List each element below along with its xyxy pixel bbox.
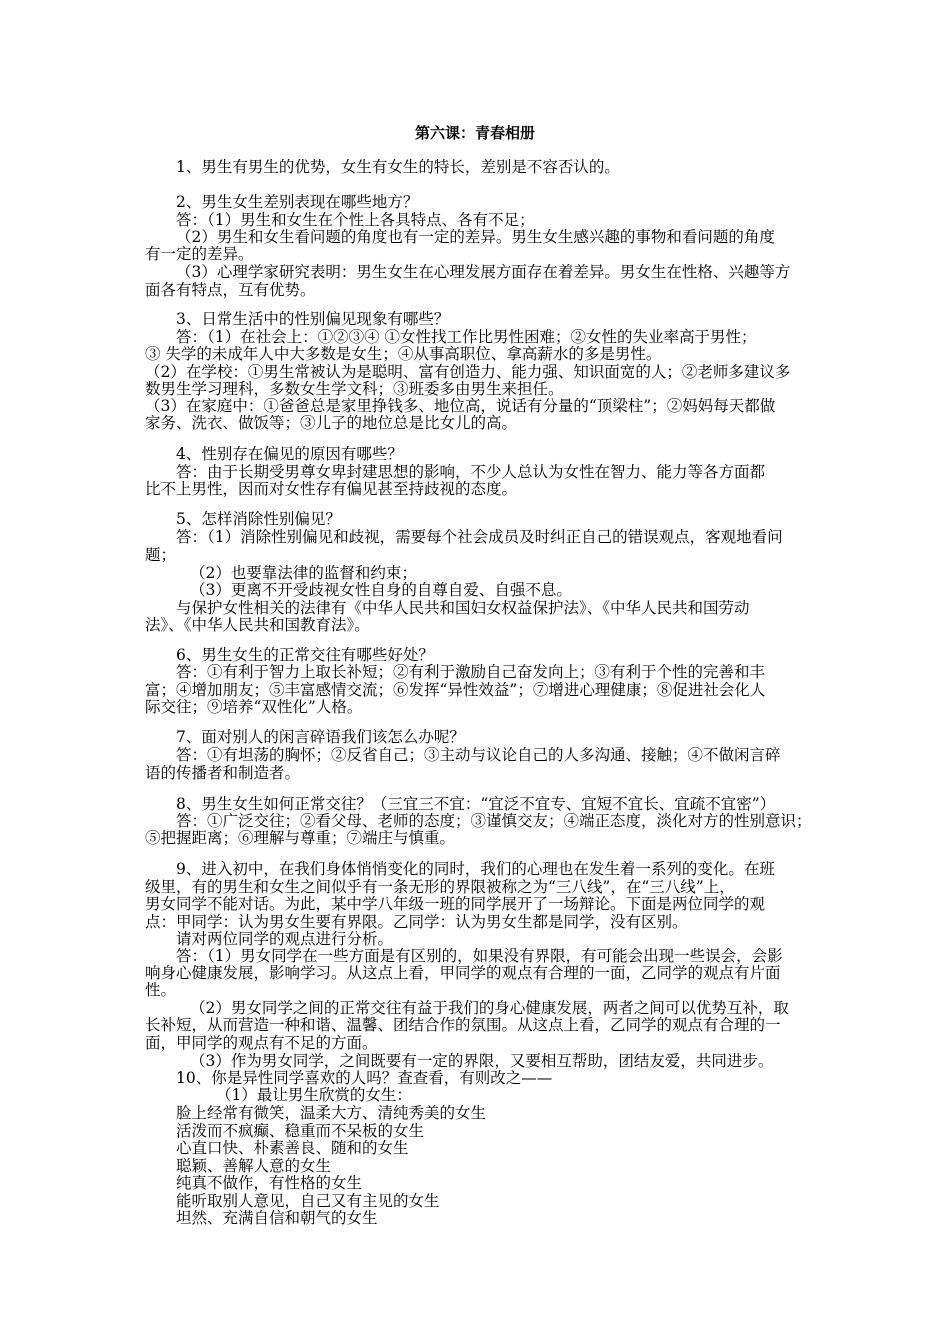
text-line: 男女同学不能对话。为此，某中学八年级一班的同学展开了一场辩论。下面是两位同学的观 <box>145 895 766 913</box>
text-line: （3）在家庭中：①爸爸总是家里挣钱多、地位高，说话有分量的“顶梁柱”；②妈妈每天都做 <box>145 397 776 415</box>
text-line: 有一定的差异。 <box>145 245 254 263</box>
text-line: （2）男生和女生看问题的角度也有一定的差异。男生女生感兴趣的事物和看问题的角度 <box>176 228 775 246</box>
text-line: （1）最让男生欣赏的女生： <box>216 1086 412 1104</box>
text-line: 答：①广泛交往；②看父母、老师的态度；③谨慎交友；④端正态度，淡化对方的性别意识； <box>176 812 812 830</box>
text-line: 长补短，从而营造一种和谐、温馨、团结合作的氛围。从这点上看，乙同学的观点有合理的一 <box>145 1016 781 1034</box>
text-line: 级里，有的男生和女生之间似乎有一条无形的界限被称之为“三八线”，在“三八线”上， <box>145 878 735 896</box>
list-item: 聪颖、善解人意的女生 <box>176 1157 332 1175</box>
text-line: 家务、洗衣、做饭等；③儿子的地位总是比女儿的高。 <box>145 414 518 432</box>
list-item: 坦然、充满自信和朝气的女生 <box>176 1209 378 1227</box>
text-line: 答：（1）在社会上：①②③④ ①女性找工作比男性困难；②女性的失业率高于男性； <box>176 328 757 346</box>
text-line: 点：甲同学：认为男女生要有界限。乙同学：认为男女生都是同学，没有区别。 <box>145 913 688 931</box>
text-line: 答：（1）男女同学在一些方面是有区别的，如果没有界限，有可能会出现一些误会，会影 <box>176 947 783 965</box>
text-line: 法》、《中华人民共和国教育法》。 <box>145 616 370 634</box>
text-line: 语的传播者和制造者。 <box>145 764 301 782</box>
text-line: 答：①有坦荡的胸怀；②反省自己；③主动与议论自己的人多沟通、接触；④不做闲言碎 <box>176 746 781 764</box>
text-line: 1、男生有男生的优势，女生有女生的特长，差别是不容否认的。 <box>176 158 620 176</box>
list-item: 脸上经常有微笑，温柔大方、清纯秀美的女生 <box>176 1104 487 1122</box>
text-line: 比不上男性，因而对女性存有偏见甚至持歧视的态度。 <box>145 480 518 498</box>
question-heading: 6、男生女生的正常交往有哪些好处？ <box>176 646 434 664</box>
text-line: 性。 <box>145 981 177 999</box>
text-line: （3）心理学家研究表明：男生女生在心理发展方面存在着差异。男女生在性格、兴趣等方 <box>176 263 791 281</box>
text-line: （2）也要靠法律的监督和约束； <box>190 564 417 582</box>
text-line: （2）男女同学之间的正常交往有益于我们的身心健康发展，两者之间可以优势互补，取 <box>190 999 789 1017</box>
text-line: 面，甲同学的观点有不足的方面。 <box>145 1034 378 1052</box>
text-line: 与保护女性相关的法律有《中华人民共和国妇女权益保护法》、《中华人民共和国劳动 <box>176 599 750 617</box>
text-line: 题； <box>145 546 177 564</box>
list-item: 能听取别人意见，自己又有主见的女生 <box>176 1192 440 1210</box>
text-line: （3）更离不开受歧视女性自身的自尊自爱、自强不息。 <box>190 581 572 599</box>
text-line: ⑤把握距离；⑥理解与尊重；⑦端庄与慎重。 <box>145 829 456 847</box>
text-line: 答：（1）消除性别偏见和歧视，需要每个社会成员及时纠正自己的错误观点，客观地看问 <box>176 528 783 546</box>
question-heading: 9、进入初中，在我们身体悄悄变化的同时，我们的心理也在发生着一系列的变化。在班 <box>176 860 775 878</box>
question-heading: 8、男生女生如何正常交往？（三宜三不宜：“宜泛不宜专、宜短不宜长、宜疏不宜密”） <box>176 795 776 813</box>
text-line: 响身心健康发展，影响学习。从这点上看，甲同学的观点有合理的一面，乙同学的观点有片面 <box>145 964 781 982</box>
text-line: 答：①有利于智力上取长补短；②有利于激励自己奋发向上；③有利于个性的完善和丰 <box>176 663 766 681</box>
list-item: 纯真不做作，有性格的女生 <box>176 1174 363 1192</box>
question-heading: 5、怎样消除性别偏见？ <box>176 510 341 528</box>
text-line: ③ 失学的未成年人中大多数是女生；④从事高职位、拿高薪水的多是男性。 <box>145 345 662 363</box>
question-heading: 2、男生女生差别表现在哪些地方？ <box>176 193 419 211</box>
text-line: 答：由于长期受男尊女卑封建思想的影响，不少人总认为女性在智力、能力等各方面都 <box>176 463 766 481</box>
list-item: 心直口快、朴素善良、随和的女生 <box>176 1139 409 1157</box>
question-heading: 7、面对别人的闲言碎语我们该怎么办呢？ <box>176 728 465 746</box>
text-line: （2）在学校：①男生常被认为是聪明、富有创造力、能力强、知识面宽的人；②老师多建议多 <box>145 363 791 381</box>
text-line: （3）作为男女同学，之间既要有一定的界限，又要相互帮助，团结友爱，共同进步。 <box>190 1052 774 1070</box>
text-line: 面各有特点，互有优势。 <box>145 281 316 299</box>
text-line: 答：（1）男生和女生在个性上各具特点、各有不足； <box>176 211 535 229</box>
text-line: 数男生学习理科，多数女生学文科；③班委多由男生来担任。 <box>145 380 564 398</box>
text-line: 富；④增加朋友；⑤丰富感情交流；⑥发挥“异性效益”；⑦增进心理健康；⑧促进社会化人 <box>145 681 766 699</box>
page-title: 第六课：青春相册 <box>414 124 535 142</box>
question-heading: 3、日常生活中的性别偏见现象有哪些？ <box>176 310 450 328</box>
question-heading: 10、你是异性同学喜欢的人吗？查查看，有则改之—— <box>176 1069 553 1087</box>
text-line: 请对两位同学的观点进行分析。 <box>176 930 394 948</box>
question-heading: 4、性别存在偏见的原因有哪些？ <box>176 445 403 463</box>
text-line: 际交往；⑨培养“双性化”人格。 <box>145 698 363 716</box>
list-item: 活泼而不疯癫、稳重而不呆板的女生 <box>176 1122 425 1140</box>
